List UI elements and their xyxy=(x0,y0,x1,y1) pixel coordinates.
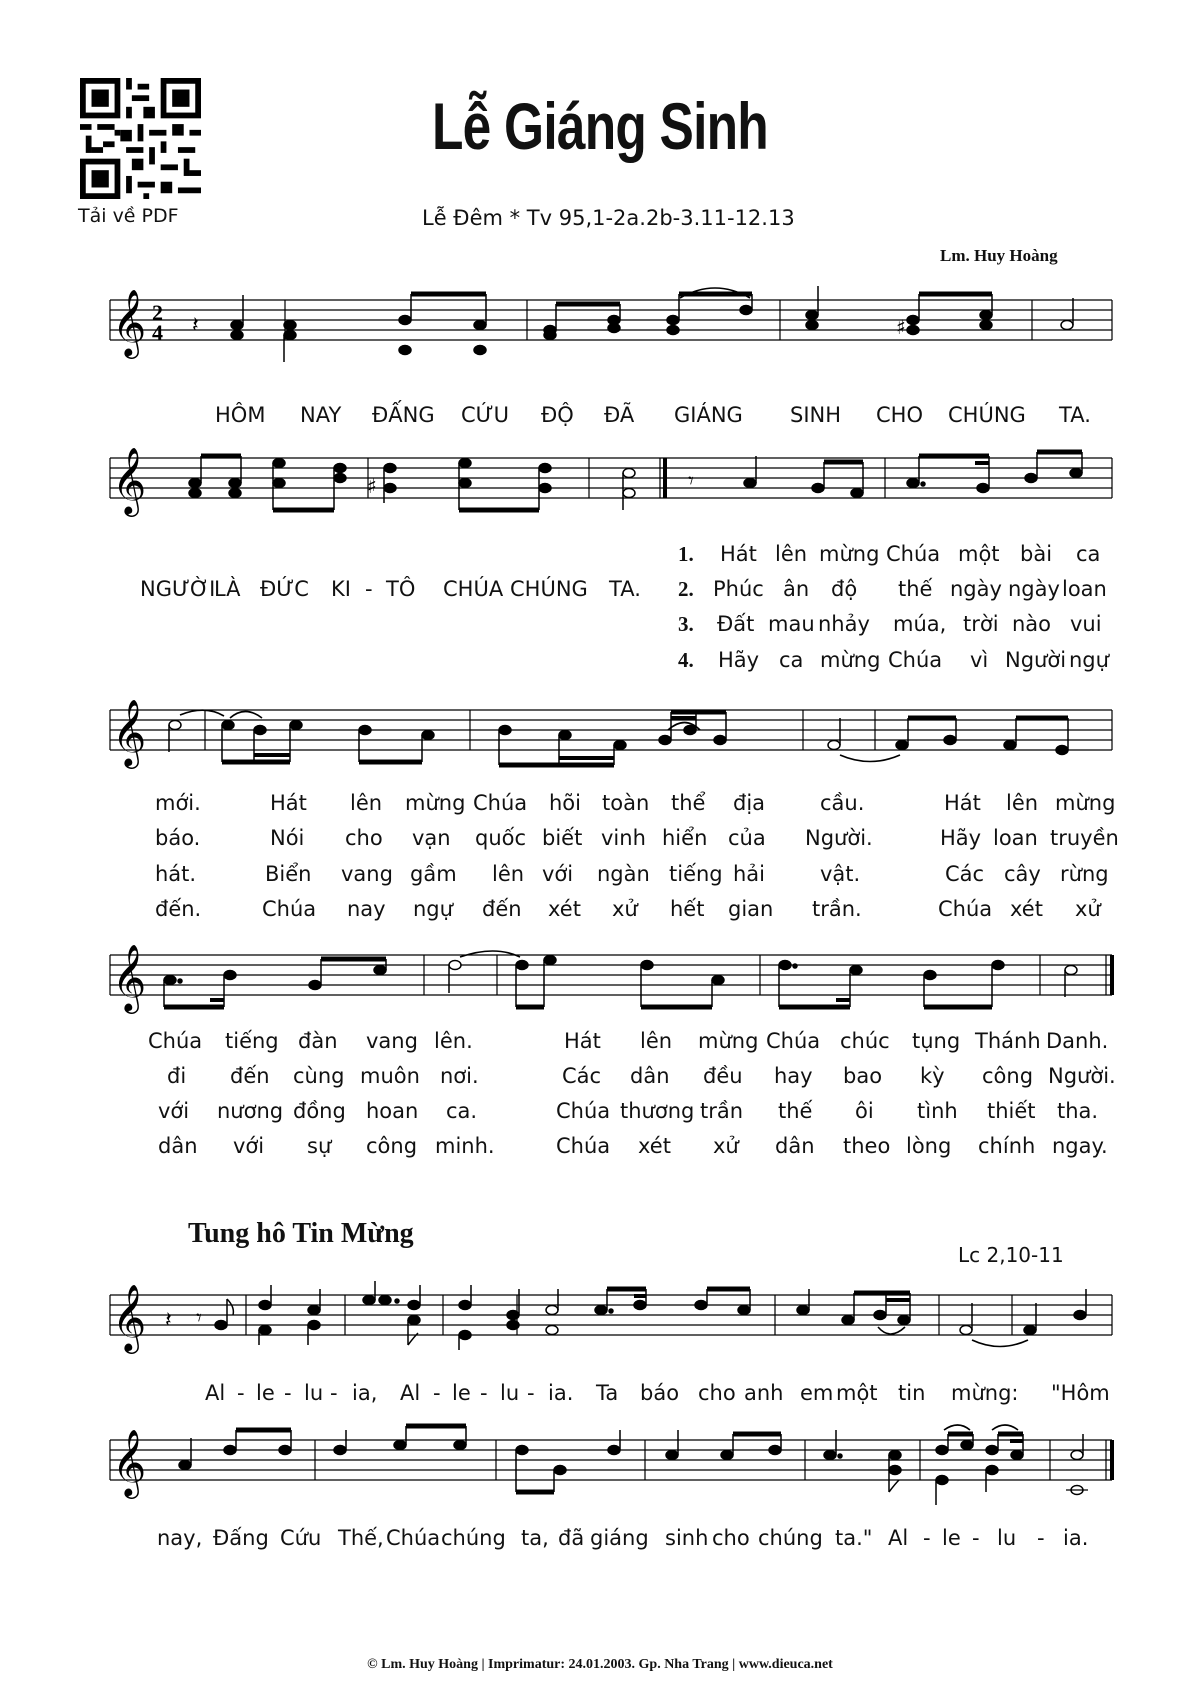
download-pdf-label[interactable]: Tải về PDF xyxy=(78,205,179,227)
staff-system-6 xyxy=(0,1430,1200,1510)
treble-clef-icon: 𝄞 xyxy=(112,288,147,356)
svg-text:♯: ♯ xyxy=(896,315,906,339)
page-title: Lễ Giáng Sinh xyxy=(432,89,768,163)
svg-text:𝄞: 𝄞 xyxy=(112,698,147,766)
svg-text:𝄾: 𝄾 xyxy=(196,1306,202,1331)
svg-text:𝄞: 𝄞 xyxy=(112,446,147,514)
staff-system-3 xyxy=(0,700,1200,780)
composer: Lm. Huy Hoàng xyxy=(940,246,1058,265)
staff-system-5 xyxy=(0,1285,1200,1365)
svg-text:𝄞: 𝄞 xyxy=(112,1428,147,1496)
svg-text:𝄞: 𝄞 xyxy=(112,943,147,1011)
svg-text:𝄽: 𝄽 xyxy=(192,313,199,338)
svg-text:2: 2 xyxy=(152,300,163,325)
subtitle: Lễ Đêm * Tv 95,1-2a.2b-3.11-12.13 xyxy=(422,206,795,230)
svg-text:♯: ♯ xyxy=(367,474,377,498)
staff-system-4 xyxy=(0,945,1200,1025)
svg-text:4: 4 xyxy=(152,320,163,345)
staff-system-2 xyxy=(0,448,1200,528)
footer-copyright: © Lm. Huy Hoàng | Imprimatur: 24.01.2003. Gp. Nha Trang | www.dieuca.net xyxy=(367,1657,833,1672)
svg-text:𝄽: 𝄽 xyxy=(165,1308,172,1333)
staff-system-1 xyxy=(0,290,1200,370)
acclamation-reference: Lc 2,10-11 xyxy=(958,1243,1064,1267)
acclamation-heading: Tung hô Tin Mừng xyxy=(188,1218,414,1249)
svg-text:𝄞: 𝄞 xyxy=(112,1283,147,1351)
svg-text:𝄾: 𝄾 xyxy=(688,469,694,494)
